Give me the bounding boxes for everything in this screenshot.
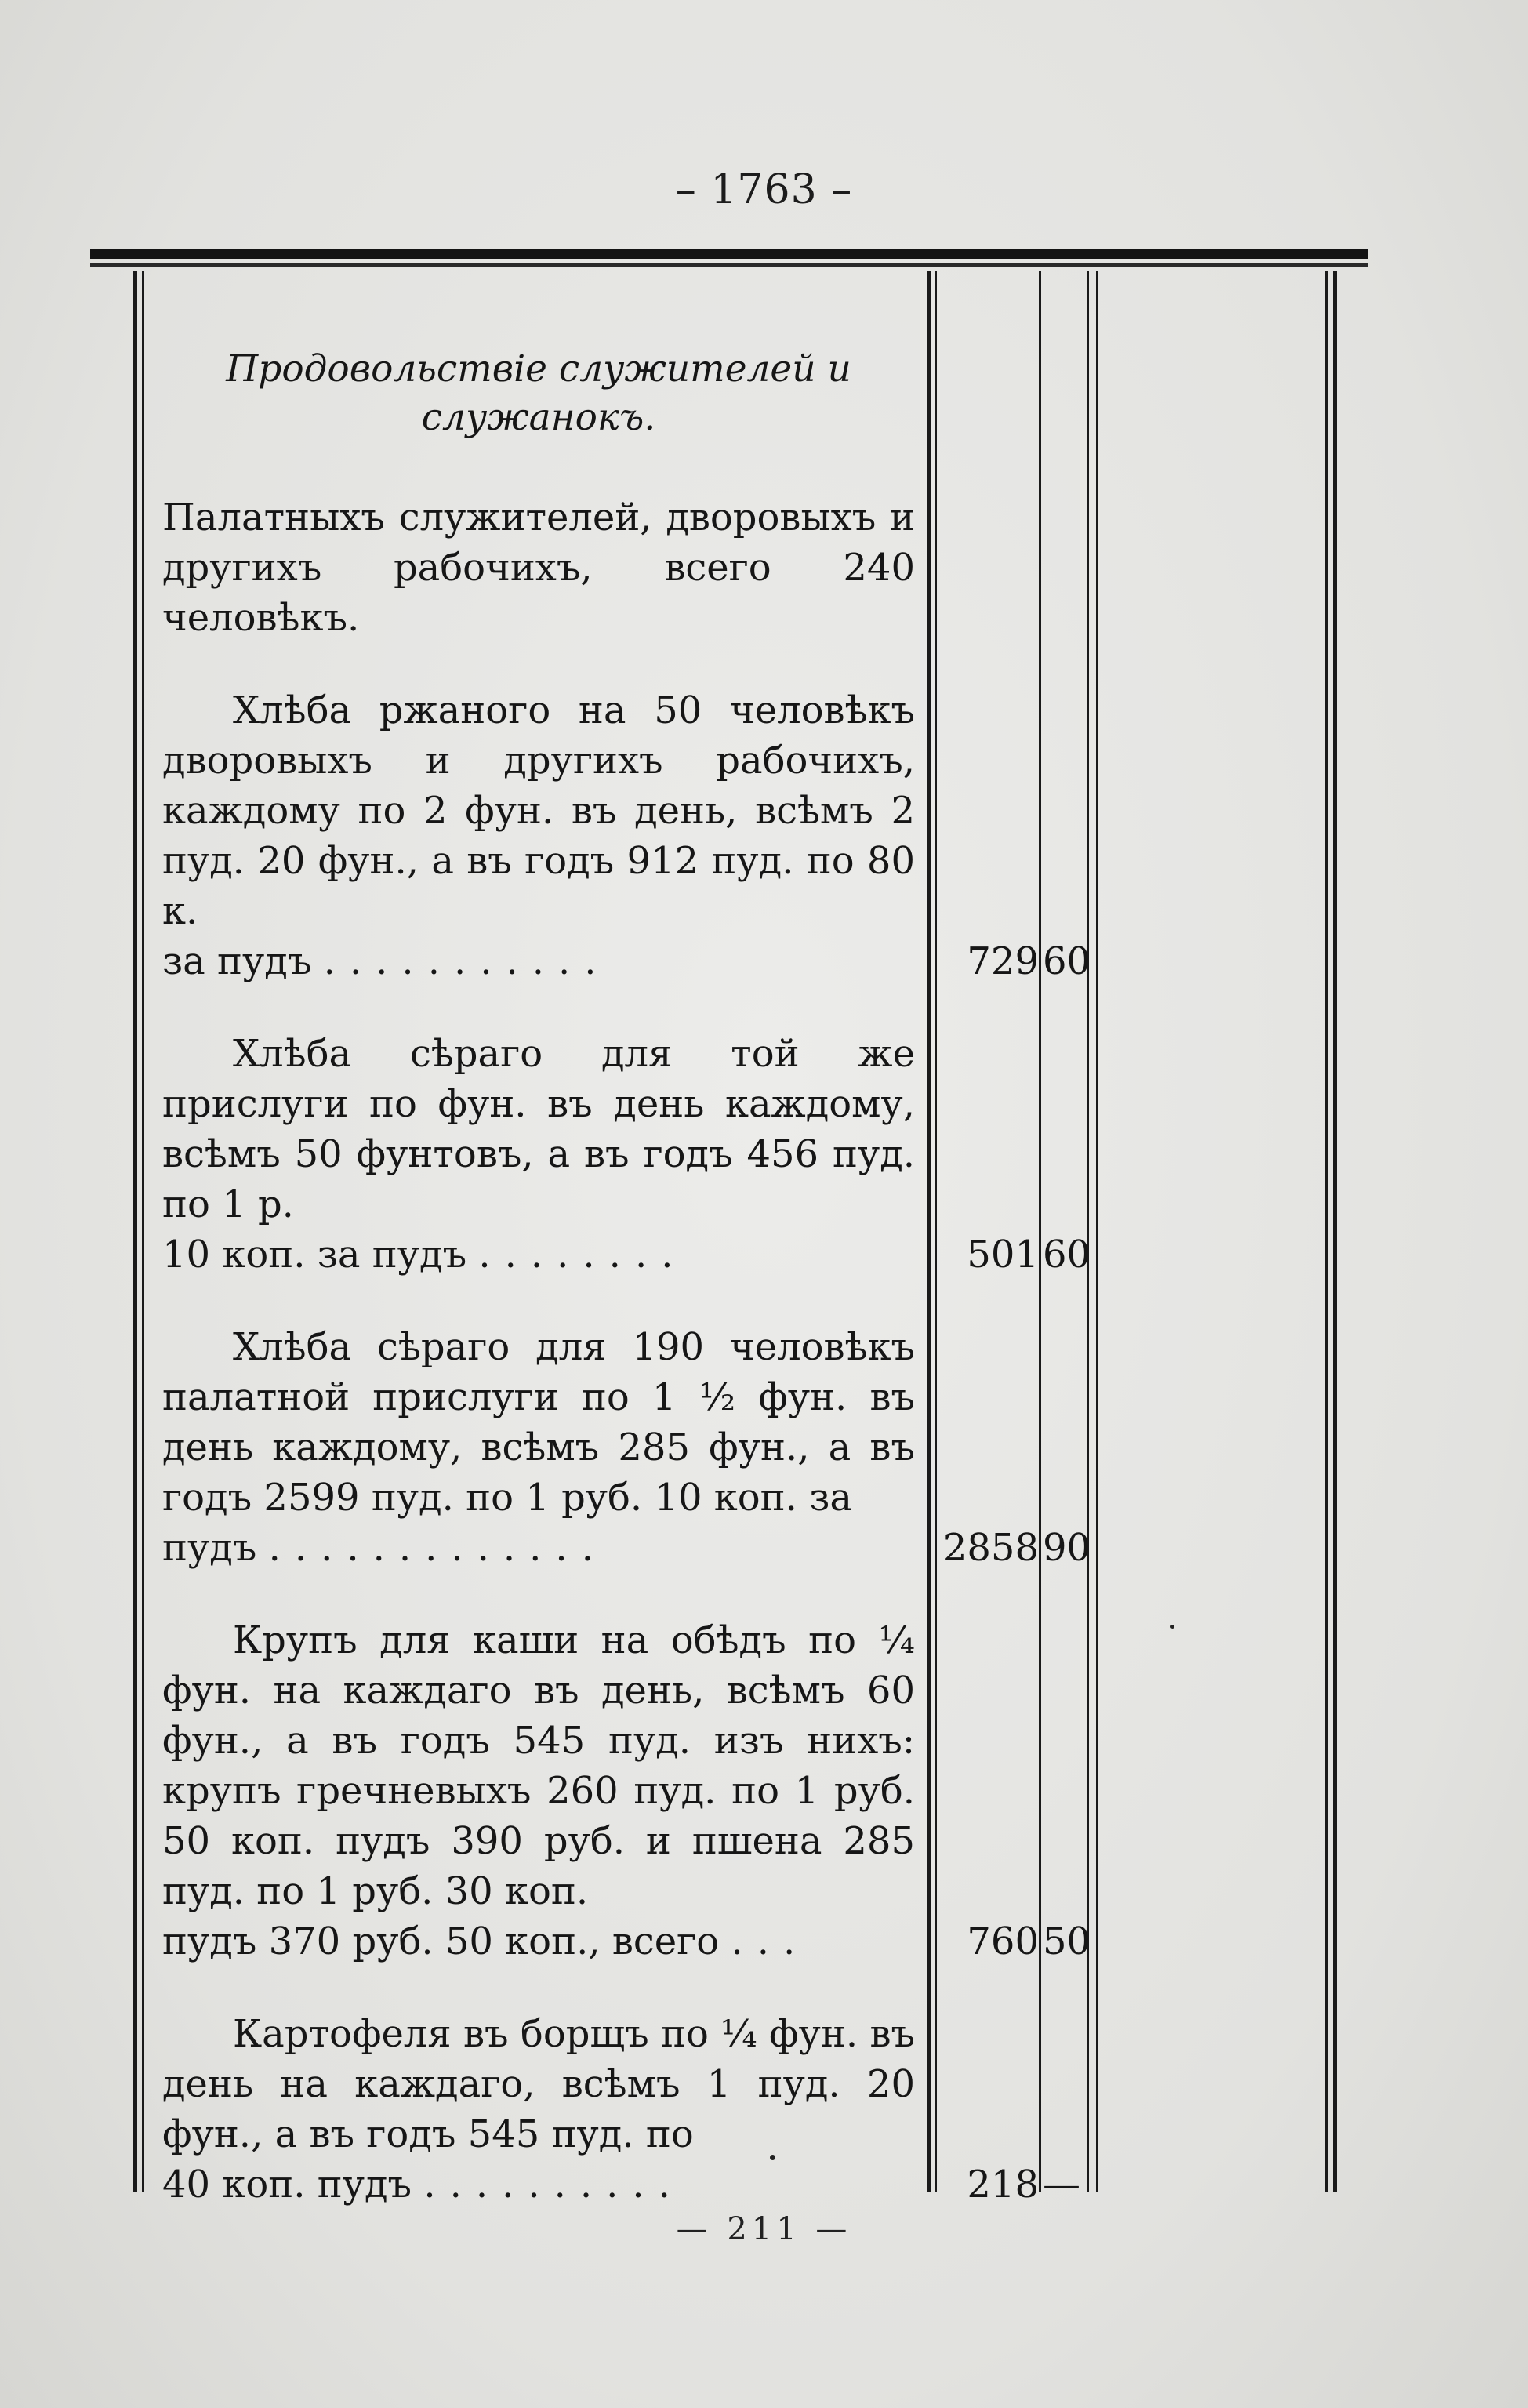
item-last-line <box>162 2159 915 2210</box>
leader-dots: ........... <box>323 939 611 983</box>
amount-kopecks: 50 <box>1043 1919 1091 1963</box>
item-text: Хлѣба сѣраго для той же прислуги по фун. въ день каждому, всѣмъ 50 фунтовъ, а въ годъ 456 пуд. по 1 р. <box>162 1032 915 1226</box>
list-item <box>162 685 915 986</box>
column-divider-rub-kop <box>1039 271 1041 2192</box>
item-last-line <box>162 936 915 986</box>
ink-speck <box>1170 1625 1174 1629</box>
item-last-text: пудъ 370 руб. 50 коп., всего <box>162 1919 720 1963</box>
leader-dots: .......... <box>423 2163 684 2206</box>
item-text: Картофеля въ борщъ по ¼ фун. въ день на каждаго, всѣмъ 1 пуд. 20 фун., а въ годъ 545 пуд. по <box>162 2012 915 2156</box>
amount-rubles: 218 <box>967 2163 1039 2206</box>
table-right-border-outer <box>1325 271 1328 2192</box>
table-left-border-outer <box>133 271 137 2192</box>
item-last-text: 40 коп. пудъ <box>162 2163 412 2206</box>
amount-rubles: 729 <box>967 939 1039 983</box>
amount-kopecks: 90 <box>1043 1526 1091 1570</box>
list-item <box>162 1322 915 1573</box>
item-text: Хлѣба сѣраго для 190 человѣкъ палатной прислуги по 1 ½ фун. въ день каждому, всѣмъ 285 фун., а въ годъ 2599 пуд. по 1 руб. 10 коп. за <box>162 1325 915 1520</box>
table-left-border-inner <box>142 271 144 2192</box>
list-item <box>162 1615 915 1967</box>
item-last-text: 10 коп. за пудъ <box>162 1233 467 1277</box>
amount-rubles: 760 <box>967 1919 1039 1963</box>
section-heading: Продовольствіе служителей и служанокъ. <box>226 347 851 439</box>
item-last-line <box>162 1229 915 1280</box>
item-last-line <box>162 1523 915 1573</box>
leader-dots: ... <box>731 1919 810 1963</box>
leader-dots: ............. <box>268 1526 608 1570</box>
item-last-line <box>162 1916 915 1967</box>
amount-kopecks: — <box>1043 2163 1080 2206</box>
amount-kopecks: 60 <box>1043 1233 1091 1277</box>
header-rule-thick <box>90 249 1368 259</box>
column-divider-kop-inner <box>1096 271 1098 2192</box>
list-item <box>162 1029 915 1280</box>
page-footer-number: — 211 — <box>676 2211 852 2247</box>
item-text: Крупъ для каши на обѣдъ по ¼ фун. на каждаго въ день, всѣмъ 60 фун., а въ годъ 545 пуд. изъ нихъ: крупъ гречневыхъ 260 пуд. по 1 руб. 50 коп. пудъ 390 руб. и пшена 285 пуд. по 1 руб. 30 коп. <box>162 1618 915 1913</box>
item-last-text: пудъ <box>162 1526 257 1570</box>
ink-speck <box>770 2155 775 2160</box>
table-right-border-inner <box>1333 271 1337 2192</box>
leader-dots: ........ <box>478 1233 688 1277</box>
item-text: Хлѣба ржаного на 50 человѣкъ дворовыхъ и другихъ рабочихъ, каждому по 2 фун. въ день, всѣмъ 2 пуд. 20 фун., а въ годъ 912 пуд. по 80 к. <box>162 688 915 933</box>
intro-paragraph: Палатныхъ служителей, дворовыхъ и другихъ рабочихъ, всего 240 человѣкъ. <box>162 496 915 640</box>
list-item <box>162 2009 915 2210</box>
amount-rubles: 501 <box>967 1233 1039 1277</box>
amount-rubles: 2858 <box>942 1526 1039 1570</box>
amount-kopecks: 60 <box>1043 939 1091 983</box>
header-rule-thin <box>90 263 1368 267</box>
item-last-text: за пудъ <box>162 939 312 983</box>
page-header-number: – 1763 – <box>675 166 853 213</box>
text-column <box>162 345 915 2252</box>
